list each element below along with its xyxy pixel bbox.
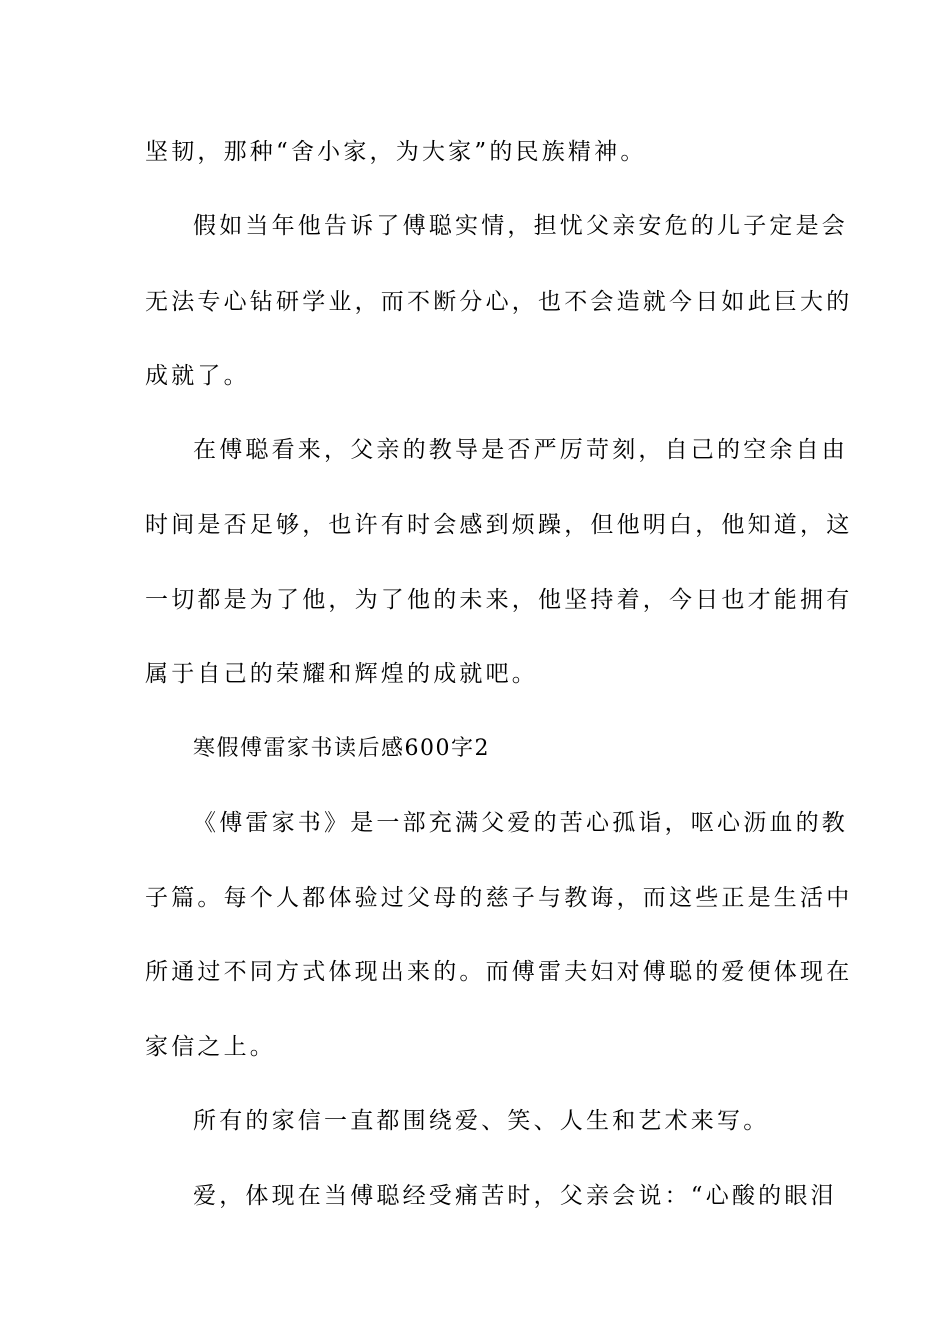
paragraph-2-line-4: 属于自己的荣耀和辉煌的成就吧。 bbox=[145, 661, 538, 687]
paragraph-1-line-3: 成就了。 bbox=[145, 363, 250, 389]
paragraph-2-line-3: 一切都是为了他，为了他的未来，他坚持着，今日也才能拥有 bbox=[145, 587, 853, 613]
paragraph-1-line-1: 假如当年他告诉了傅聪实情，担忧父亲安危的儿子定是会 bbox=[193, 213, 848, 239]
section-heading: 寒假傅雷家书读后感600字2 bbox=[193, 736, 490, 761]
paragraph-3-line-4: 家信之上。 bbox=[145, 1034, 276, 1060]
paragraph-4-line-1: 所有的家信一直都围绕爱、笑、人生和艺术来写。 bbox=[193, 1108, 770, 1134]
paragraph-3-line-1: 《傅雷家书》是一部充满父爱的苦心孤诣，呕心沥血的教 bbox=[193, 810, 848, 836]
paragraph-2-line-2: 时间是否足够，也许有时会感到烦躁，但他明白，他知道，这 bbox=[145, 512, 853, 538]
text-line-1: 坚韧，那种“舍小家，为大家”的民族精神。 bbox=[145, 139, 647, 165]
paragraph-2-line-1: 在傅聪看来，父亲的教导是否严厉苛刻，自己的空余自由 bbox=[193, 437, 848, 463]
paragraph-5-line-1: 爱，体现在当傅聪经受痛苦时，父亲会说：“心酸的眼泪 bbox=[193, 1183, 837, 1209]
paragraph-1-line-2: 无法专心钻研学业，而不断分心，也不会造就今日如此巨大的 bbox=[145, 289, 853, 315]
paragraph-3-line-3: 所通过不同方式体现出来的。而傅雷夫妇对傅聪的爱便体现在 bbox=[145, 959, 853, 985]
paragraph-3-line-2: 子篇。每个人都体验过父母的慈子与教诲，而这些正是生活中 bbox=[145, 885, 853, 911]
